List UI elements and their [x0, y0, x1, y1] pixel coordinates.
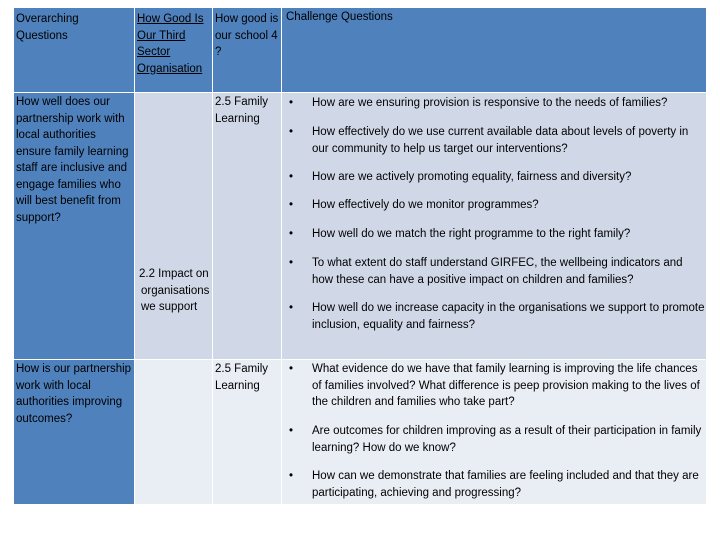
- challenge-question: [282, 95, 706, 112]
- header-overarching-questions: Overarching Questions: [16, 13, 79, 42]
- section2-hgios4-cell: [213, 360, 281, 504]
- challenge-question-text: How effectively do we use current available data about levels of poverty in our community to help us target our interventions?: [312, 126, 689, 155]
- challenge-question: [282, 124, 706, 157]
- header-col3-cell: [213, 8, 281, 92]
- section2-challenge-cell: [282, 360, 706, 504]
- bullet-icon: •: [288, 126, 294, 138]
- section1-hgios-tso-cell: [135, 93, 212, 359]
- challenge-question: [282, 226, 706, 243]
- challenge-question: [282, 423, 706, 456]
- header-challenge-questions: Challenge Questions: [286, 11, 393, 23]
- section2-overarching-cell: [14, 360, 134, 504]
- section1-overarching-cell: [14, 93, 134, 359]
- bullet-icon: •: [288, 302, 294, 314]
- challenge-question-text: How well do we match the right programme to the right family?: [312, 228, 631, 240]
- header-hgios-tso: How Good Is Our Third Sector Organisation: [137, 13, 204, 75]
- section1-hgios4-cell: [213, 93, 281, 359]
- bullet-icon: •: [288, 97, 294, 109]
- challenge-question-text: How are we ensuring provision is responsive to the needs of families?: [312, 97, 668, 109]
- challenge-question: [282, 468, 706, 501]
- header-col1-cell: [14, 8, 134, 92]
- header-col4-cell: [282, 8, 706, 92]
- challenge-question-text: How can we demonstrate that families are feeling included and that they are participating, achieving and progressing?: [312, 470, 699, 499]
- bullet-icon: •: [288, 470, 294, 482]
- section1-hgios-tso: 2.2 Impact on organisations we support: [139, 268, 210, 313]
- challenge-question-text: How are we actively promoting equality, fairness and diversity?: [312, 171, 632, 183]
- challenge-question: [282, 197, 706, 214]
- section2-overarching-question: How is our partnership work with local authorities improving outcomes?: [16, 363, 132, 425]
- challenge-question-text: How well do we increase capacity in the organisations we support to promote inclusion, equality and fairness?: [312, 302, 705, 331]
- section1-hgios4: 2.5 Family Learning: [215, 96, 269, 125]
- section1-overarching-question: How well does our partnership work with local authorities ensure family learning staff are inclusive and engage families who will best benefit from support?: [16, 96, 129, 224]
- bullet-icon: •: [288, 199, 294, 211]
- header-col2-cell: [135, 8, 212, 92]
- challenge-question-text: What evidence do we have that family learning is improving the life chances of families involved? What difference is peep provision making to the lives of the children and families who take part?: [312, 363, 700, 408]
- bullet-icon: •: [288, 171, 294, 183]
- challenge-question: [282, 361, 706, 411]
- challenge-question: [282, 169, 706, 186]
- challenge-question-text: Are outcomes for children improving as a result of their participation in family learning? How do we know?: [312, 425, 702, 454]
- bullet-icon: •: [288, 363, 294, 375]
- challenge-question-text: How effectively do we monitor programmes?: [312, 199, 539, 211]
- challenge-question: [282, 300, 706, 333]
- challenge-question-text: To what extent do staff understand GIRFEC, the wellbeing indicators and how these can have a positive impact on children and families?: [312, 257, 683, 286]
- section2-hgios4: 2.5 Family Learning: [215, 363, 269, 392]
- header-hgios4: How good is our school 4 ?: [215, 13, 279, 58]
- bullet-icon: •: [288, 425, 294, 437]
- section2-hgios-tso-cell: [135, 360, 212, 504]
- challenge-question: [282, 255, 706, 288]
- bullet-icon: •: [288, 228, 294, 240]
- bullet-icon: •: [288, 257, 294, 269]
- section1-challenge-cell: [282, 93, 706, 359]
